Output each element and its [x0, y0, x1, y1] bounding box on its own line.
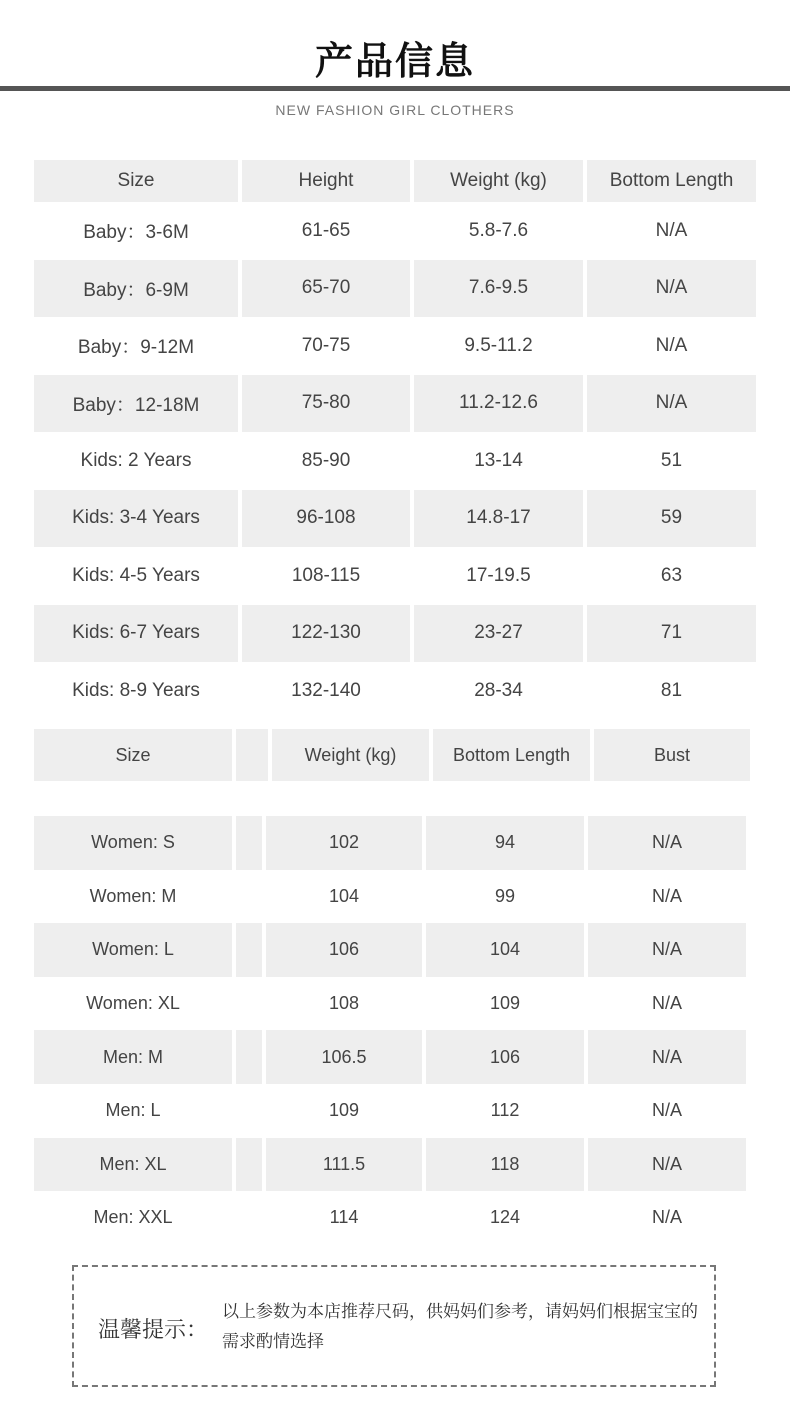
header-cell-bottom-length: Bottom Length	[433, 729, 590, 781]
height-cell: 132-140	[291, 679, 361, 701]
header-cell-height: Height	[242, 160, 410, 202]
header-cell-bottom-length: Bottom Length	[587, 160, 756, 202]
header-cell-weight: Weight (kg)	[414, 160, 583, 202]
weight-cell: 11.2-12.6	[414, 375, 583, 433]
bottom-length-cell: 104	[426, 923, 584, 977]
table-row	[34, 662, 756, 720]
header-cell-size: Size	[34, 160, 238, 202]
bottom-length-cell: 81	[660, 679, 683, 701]
size-cell: Kids: 8-9 Years	[72, 679, 200, 701]
table-row	[34, 870, 750, 924]
size-cell: Men: L	[105, 1100, 161, 1121]
height-cell: 122-130	[242, 605, 410, 663]
table-header-row	[34, 729, 750, 781]
size-cell: Baby：6-9M	[34, 260, 238, 318]
size-cell: Women: XL	[86, 993, 180, 1014]
weight-cell: 102	[266, 816, 422, 870]
weight-cell: 111.5	[266, 1138, 422, 1192]
weight-cell: 109	[328, 1100, 360, 1121]
table-row	[34, 490, 756, 548]
notice-label: 温馨提示：	[98, 1318, 209, 1343]
height-cell: 108-115	[291, 564, 361, 586]
weight-cell: 9.5-11.2	[464, 334, 533, 356]
notice-text: 以上参数为本店推荐尺码，供妈妈们参考，请妈妈们根据宝宝的需求酌情选择	[222, 1302, 698, 1352]
height-cell: 85-90	[301, 449, 351, 471]
weight-cell: 104	[328, 885, 360, 906]
bust-cell: N/A	[588, 1138, 746, 1192]
size-cell: Men: XL	[34, 1138, 232, 1192]
table-header-row	[34, 160, 756, 202]
bottom-length-cell: 106	[426, 1030, 584, 1084]
size-cell: Women: M	[89, 885, 177, 906]
table-row	[34, 605, 756, 663]
table-row	[34, 1138, 750, 1192]
weight-cell: 13-14	[474, 449, 523, 471]
table-row	[34, 202, 756, 260]
size-cell: Women: S	[34, 816, 232, 870]
size-cell: Baby：3-6M	[83, 222, 189, 244]
bottom-length-cell: N/A	[587, 260, 756, 318]
adult-size-table	[34, 729, 750, 1245]
size-cell: Men: M	[34, 1030, 232, 1084]
weight-cell: 106.5	[266, 1030, 422, 1084]
bottom-length-cell: N/A	[587, 375, 756, 433]
table-row	[34, 1084, 750, 1138]
table-row	[34, 816, 750, 870]
size-cell: Kids: 6-7 Years	[34, 605, 238, 663]
weight-cell: 114	[329, 1207, 359, 1228]
bottom-length-cell: N/A	[655, 334, 688, 356]
size-cell: Baby：9-12M	[77, 337, 195, 359]
size-cell: Kids: 2 Years	[80, 449, 192, 471]
header-cell-size: Size	[34, 729, 232, 781]
height-cell: 65-70	[242, 260, 410, 318]
blank-cell	[236, 923, 262, 977]
bottom-length-cell: 71	[587, 605, 756, 663]
weight-cell: 23-27	[414, 605, 583, 663]
table-row	[34, 432, 756, 490]
weight-cell: 108	[328, 993, 360, 1014]
bust-cell: N/A	[588, 923, 746, 977]
blank-cell	[236, 1084, 262, 1138]
blank-cell	[236, 816, 262, 870]
bottom-length-cell: 109	[489, 993, 521, 1014]
table-row	[34, 375, 756, 433]
table-row	[34, 1030, 750, 1084]
bottom-length-cell: N/A	[655, 219, 688, 241]
bottom-length-cell: 63	[660, 564, 683, 586]
bust-cell: N/A	[651, 885, 682, 906]
table-spacer	[34, 781, 750, 816]
blank-cell	[236, 977, 262, 1031]
weight-cell: 5.8-7.6	[468, 219, 529, 241]
bottom-length-cell: 118	[426, 1138, 584, 1192]
blank-cell	[236, 870, 262, 924]
bottom-length-cell: 112	[490, 1100, 520, 1121]
bottom-length-cell: 59	[587, 490, 756, 548]
title-divider	[0, 86, 790, 91]
table-row	[34, 1191, 750, 1245]
table-row	[34, 317, 756, 375]
height-cell: 61-65	[301, 219, 351, 241]
header-cell-blank	[236, 729, 268, 781]
size-cell: Women: L	[34, 923, 232, 977]
bust-cell: N/A	[651, 1100, 682, 1121]
table-row	[34, 260, 756, 318]
bottom-length-cell: 94	[426, 816, 584, 870]
page-title: 产品信息	[314, 39, 475, 83]
table-row	[34, 547, 756, 605]
bottom-length-cell: 51	[660, 449, 683, 471]
size-cell: Men: XXL	[93, 1207, 173, 1228]
weight-cell: 28-34	[474, 679, 523, 701]
size-cell: Baby：12-18M	[34, 375, 238, 433]
table-row	[34, 977, 750, 1031]
bottom-length-cell: 99	[494, 885, 516, 906]
height-cell: 75-80	[242, 375, 410, 433]
bust-cell: N/A	[651, 993, 682, 1014]
blank-cell	[236, 1030, 262, 1084]
header-cell-weight: Weight (kg)	[272, 729, 429, 781]
blank-cell	[236, 1138, 262, 1192]
height-cell: 96-108	[242, 490, 410, 548]
notice-box	[72, 1265, 716, 1387]
page-subtitle: NEW FASHION GIRL CLOTHERS	[275, 102, 515, 118]
weight-cell: 7.6-9.5	[414, 260, 583, 318]
weight-cell: 17-19.5	[466, 564, 531, 586]
bust-cell: N/A	[588, 1030, 746, 1084]
size-cell: Kids: 3-4 Years	[34, 490, 238, 548]
weight-cell: 106	[266, 923, 422, 977]
bust-cell: N/A	[588, 816, 746, 870]
bottom-length-cell: 124	[489, 1207, 521, 1228]
table-row	[34, 923, 750, 977]
header-cell-bust: Bust	[594, 729, 750, 781]
height-cell: 70-75	[301, 334, 351, 356]
kids-size-table	[34, 160, 756, 720]
blank-cell	[236, 1191, 262, 1245]
bust-cell: N/A	[651, 1207, 682, 1228]
weight-cell: 14.8-17	[414, 490, 583, 548]
size-cell: Kids: 4-5 Years	[72, 564, 200, 586]
